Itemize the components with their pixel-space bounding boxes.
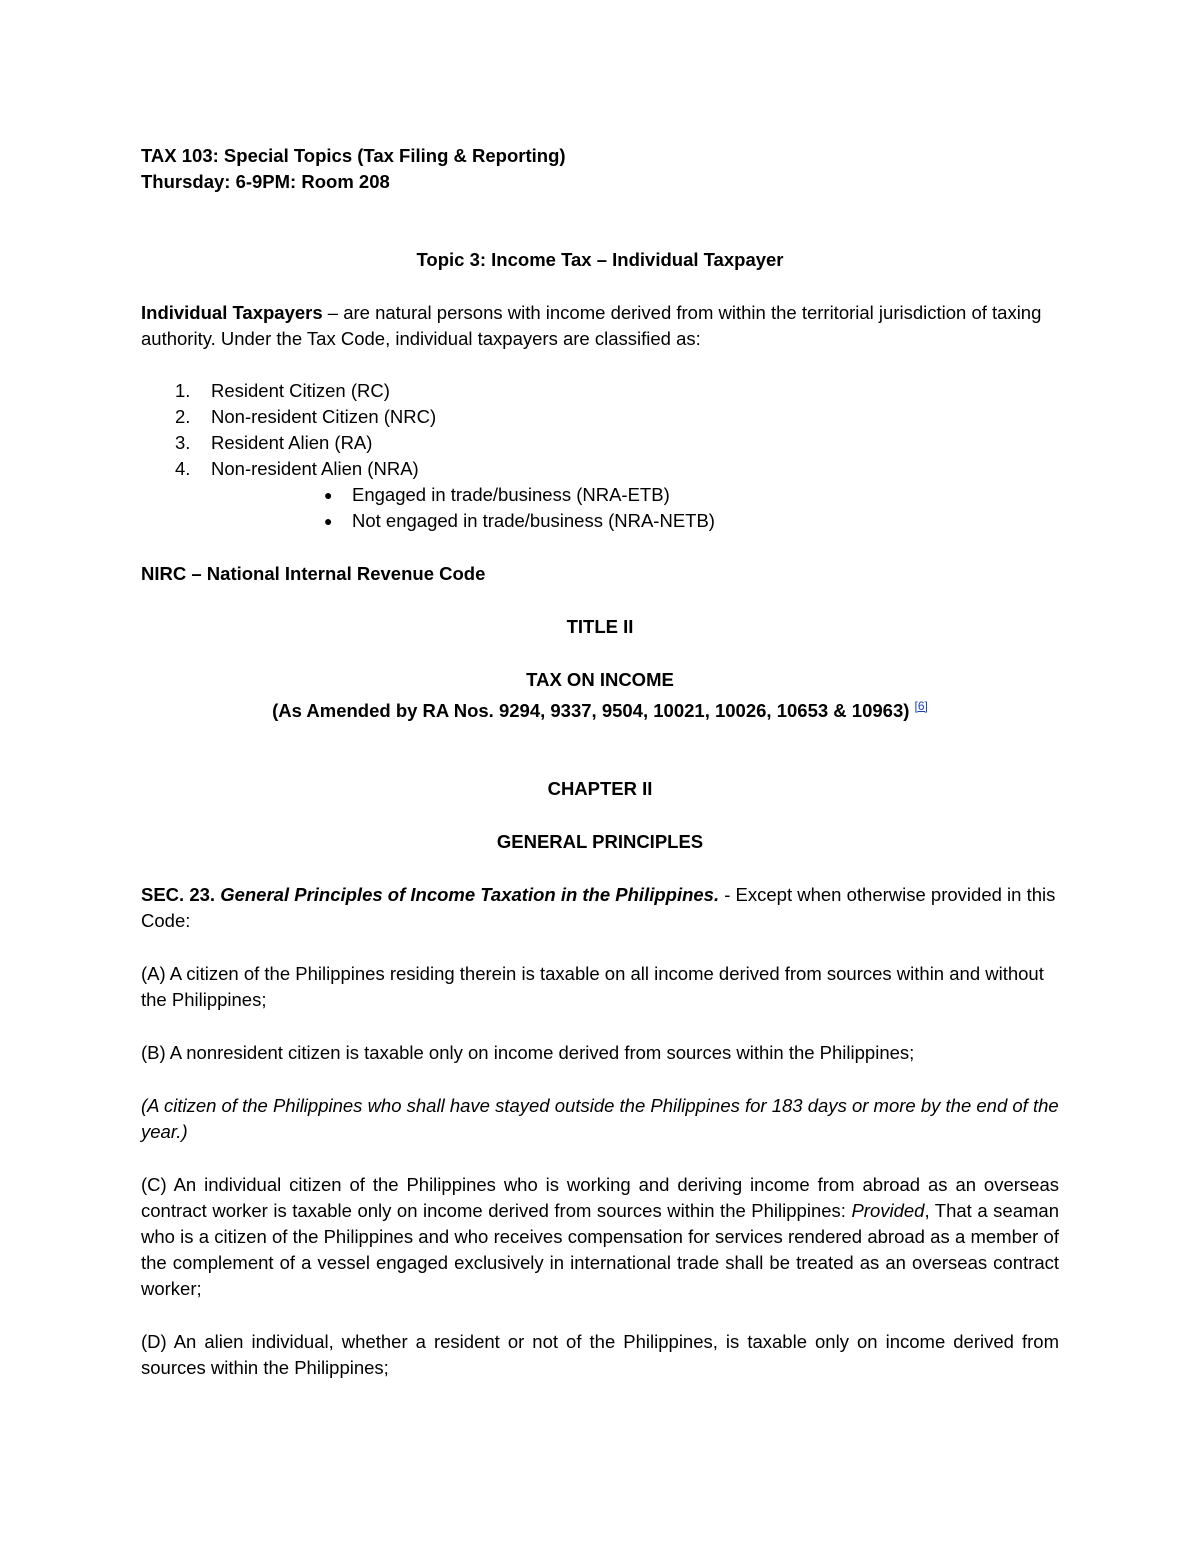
definition-paragraph: [141, 300, 1059, 352]
course-title: TAX 103: Special Topics (Tax Filing & Reporting): [141, 145, 566, 166]
sublist-item: [211, 482, 1059, 508]
list-item-label: Resident Citizen (RC): [211, 380, 390, 401]
classification-list: [141, 378, 1059, 534]
paragraph-c-provided: Provided: [851, 1200, 925, 1222]
list-number: 1.: [175, 380, 191, 401]
list-number: 4.: [175, 458, 191, 479]
document-body: [141, 143, 1059, 1381]
section-intro-text: - Except when otherwise provided in this Code:: [141, 884, 1056, 932]
paragraph-b: (B) A nonresident citizen is taxable only on income derived from sources within the Philippines;: [141, 1042, 915, 1064]
list-item: [141, 404, 1059, 430]
sublist-item: [211, 508, 1059, 534]
sublist-item-label: Not engaged in trade/business (NRA-NETB): [352, 510, 715, 531]
class-schedule: Thursday: 6-9PM: Room 208: [141, 171, 390, 192]
bullet-icon: ●: [324, 513, 333, 529]
definition-term: Individual Taxpayers: [141, 302, 323, 323]
list-item: [141, 456, 1059, 534]
title-heading: TITLE II: [566, 616, 634, 637]
list-item-label: Non-resident Citizen (NRC): [211, 406, 437, 427]
chapter-heading: CHAPTER II: [547, 778, 653, 800]
tax-heading: TAX ON INCOME: [526, 669, 674, 690]
paragraph-b-note: (A citizen of the Philippines who shall have stayed outside the Philippines for 183 days or more by the end of the year.): [141, 1095, 1059, 1143]
definition-text: – are natural persons with income derived from within the territorial jurisdiction of taxing authority. Under the Tax Code, individual taxpayers are classified as:: [141, 302, 1042, 349]
sublist-item-label: Engaged in trade/business (NRA-ETB): [352, 484, 670, 505]
paragraph-c-part2: , That a seaman who is a citizen of the Philippines and who receives compensation for services rendered abroad as a member of the complement of a vessel engaged exclusively in international trade shall be treated as an overseas contract worker;: [141, 1200, 1059, 1300]
section-23-intro: [141, 882, 1059, 934]
nirc-label: NIRC – National Internal Revenue Code: [141, 563, 486, 584]
section-number: SEC. 23.: [141, 884, 216, 906]
paragraph-c: [141, 1172, 1059, 1302]
topic-title: Topic 3: Income Tax – Individual Taxpayer: [416, 249, 784, 270]
section-title: General Principles of Income Taxation in the Philippines.: [220, 884, 720, 906]
amendment-text: (As Amended by RA Nos. 9294, 9337, 9504, 10021, 10026, 10653 & 10963): [272, 700, 910, 722]
nra-sublist: [211, 482, 1059, 534]
bullet-icon: ●: [324, 487, 333, 503]
paragraph-a: (A) A citizen of the Philippines residing therein is taxable on all income derived from sources within and without the Philippines;: [141, 963, 1044, 1011]
list-item: [141, 430, 1059, 456]
paragraph-c-part1: (C) An individual citizen of the Philippines who is working and deriving income from abroad as an overseas contract worker is taxable only on income derived from sources within the Philippines:: [141, 1174, 1059, 1222]
list-number: 3.: [175, 432, 191, 453]
list-item: [141, 378, 1059, 404]
footnote-reference-link[interactable]: [6]: [914, 699, 928, 713]
list-number: 2.: [175, 406, 191, 427]
list-item-label: Non-resident Alien (NRA): [211, 458, 419, 479]
amendment-line: [141, 693, 1059, 724]
principles-heading: GENERAL PRINCIPLES: [496, 831, 704, 853]
list-item-label: Resident Alien (RA): [211, 432, 373, 453]
paragraph-d: (D) An alien individual, whether a resident or not of the Philippines, is taxable only on income derived from sources within the Philippines;: [141, 1331, 1059, 1379]
